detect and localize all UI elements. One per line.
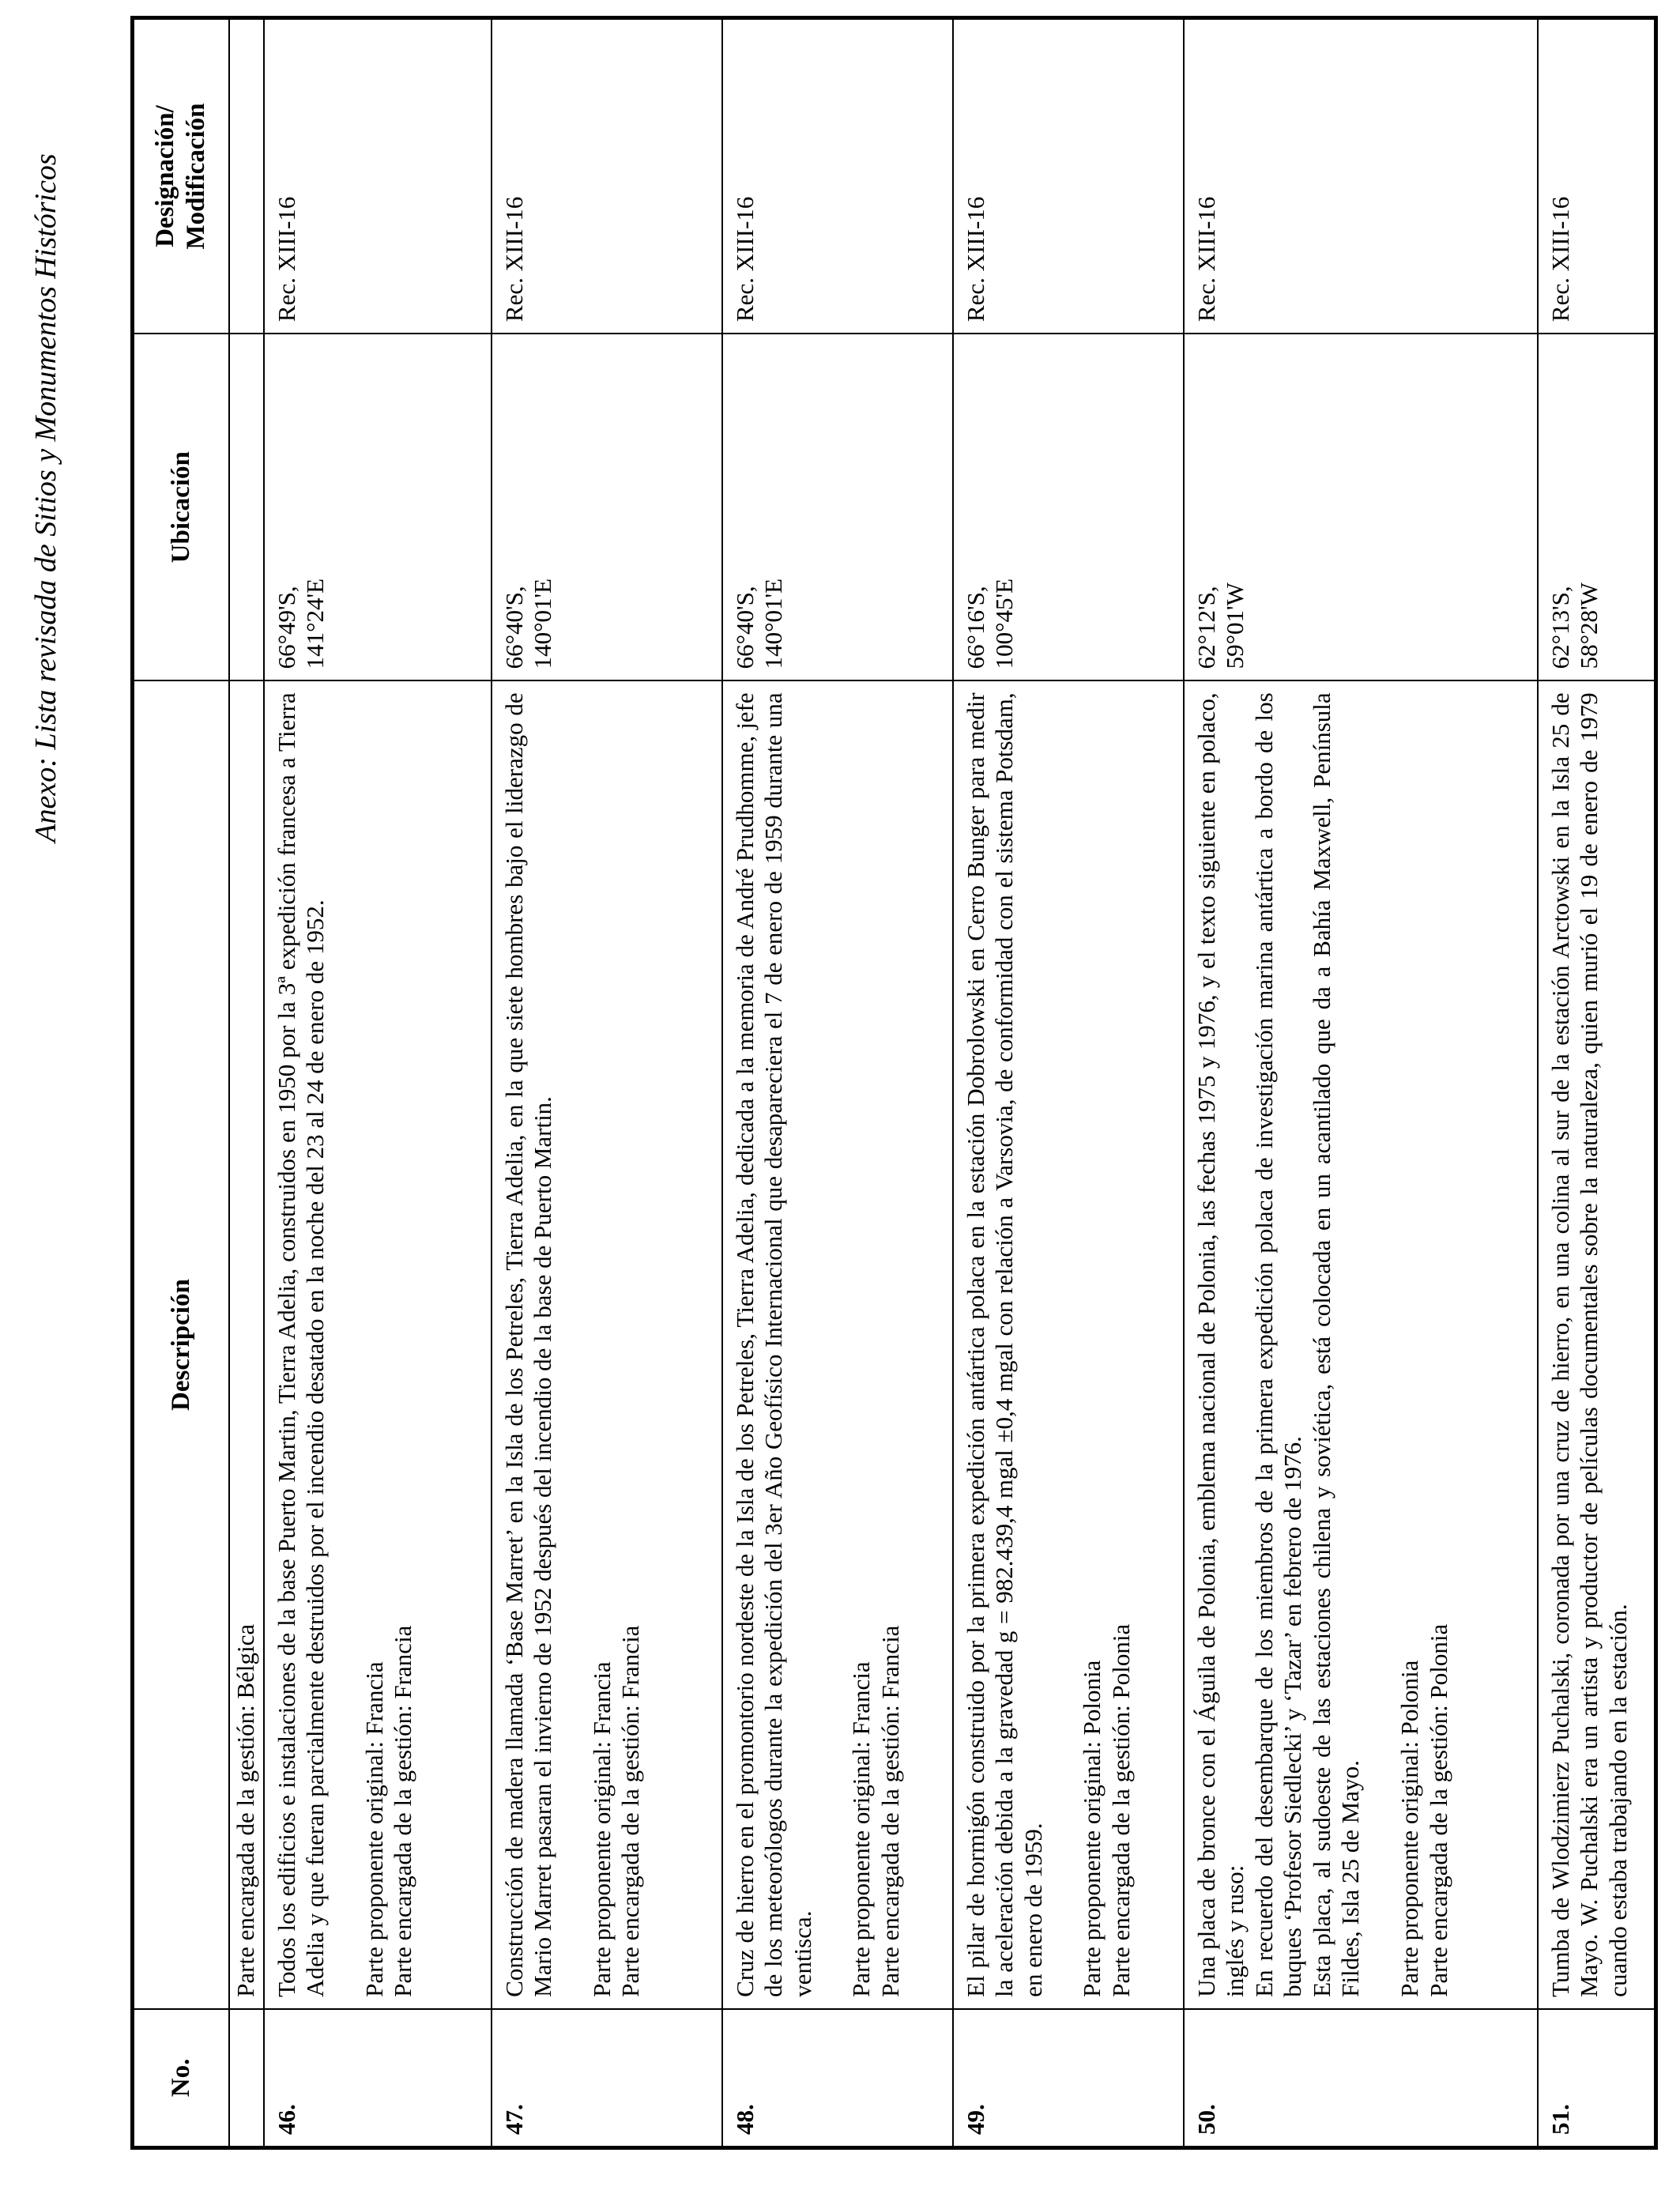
location-longitude: 140°01'E: [529, 578, 557, 669]
original-proponent: Parte proponente original: Polonia: [1395, 1660, 1423, 1997]
row-description: [264, 680, 492, 2008]
row-location: [492, 334, 722, 680]
description-paragraph: El pilar de hormigón construido por la primera expedición antártica polaca en la estación Dobrolowski en Cerro Bunger para medir la aceleración debida a la gravedad g = 982.439,4 mgal ±0,4 mgal con relación a Varsovia, de conformidad con el sistema Potsdam, en enero de 1959.: [961, 692, 1047, 1997]
row-location: [1184, 334, 1538, 680]
continuation-manager: Parte encargada de la gestión: Bélgica: [229, 680, 264, 2008]
location-longitude: 100°45'E: [990, 578, 1019, 669]
managing-party: Parte encargada de la gestión: Polonia: [1424, 1623, 1452, 1997]
row-number: 51.: [1538, 2009, 1656, 2148]
row-description: [722, 680, 953, 2008]
row-location: [264, 334, 492, 680]
row-designation: Rec. XIII-16: [953, 18, 1184, 334]
original-proponent: Parte proponente original: Francia: [847, 1661, 876, 1997]
description-paragraph: Construcción de madera llamada ‘Base Marret’ en la Isla de los Petreles, Tierra Adelia, en la que siete hombres bajo el liderazgo de Mario Marret pasaran el invierno de 1952 después del incendio de la base de Puerto Martin.: [499, 692, 557, 1997]
row-number: 47.: [492, 2009, 722, 2148]
header-designation: Designación/ Modificación: [133, 18, 229, 334]
description-paragraph: Tumba de Wlodzimierz Puchalski, coronada por una cruz de hierro, en una colina al sur de la estación Arctowski en la Isla 25 de Mayo. W. Puchalski era un artista y productor de películas documentales sobre la naturaleza, quien murió el 19 de enero de 1979 cuando estaba trabajando en la estación.: [1546, 692, 1632, 1997]
location-longitude: 58°28'W: [1575, 582, 1603, 669]
row-description: [492, 680, 722, 2008]
row-description: [1538, 680, 1656, 2008]
rotated-page: [130, 16, 1633, 2150]
table-row: [1538, 18, 1656, 2148]
description-paragraph: Esta placa, al sudoeste de las estaciones chilena y soviética, está colocada en un acantilado que da a Bahía Maxwell, Península Fildes, Isla 25 de Mayo.: [1307, 692, 1365, 1997]
party-block: [588, 692, 646, 1996]
row-location: [1538, 334, 1656, 680]
description-paragraph: Una placa de bronce con el Águila de Polonia, emblema nacional de Polonia, las fechas 1975 y 1976, y el texto siguiente en polaco, inglés y ruso:: [1192, 692, 1249, 1997]
original-proponent: Parte proponente original: Polonia: [1078, 1660, 1106, 1997]
row-designation: Rec. XIII-16: [722, 18, 953, 334]
table-row: [492, 18, 722, 2148]
header-location: Ubicación: [133, 334, 229, 680]
original-proponent: Parte proponente original: Francia: [360, 1661, 388, 1997]
location-latitude: 66°40'S,: [730, 586, 759, 669]
location-latitude: 66°16'S,: [961, 586, 989, 669]
table-header-row: [133, 18, 229, 2148]
party-block: [1396, 692, 1453, 1996]
row-description: [953, 680, 1184, 2008]
row-number: 46.: [264, 2009, 492, 2148]
original-proponent: Parte proponente original: Francia: [587, 1661, 616, 1997]
party-block: [1078, 692, 1136, 1996]
location-latitude: 62°12'S,: [1192, 586, 1220, 669]
managing-party: Parte encargada de la gestión: Polonia: [1106, 1623, 1135, 1997]
managing-party: Parte encargada de la gestión: Francia: [389, 1625, 417, 1997]
location-longitude: 59°01'W: [1221, 582, 1249, 669]
location-longitude: 140°01'E: [759, 578, 788, 669]
location-latitude: 66°40'S,: [499, 586, 528, 669]
row-number: 50.: [1184, 2009, 1538, 2148]
running-header-text: Anexo: Lista revisada de Sitios y Monumentos Históricos: [29, 153, 62, 843]
location-longitude: 141°24'E: [301, 578, 330, 669]
continuation-row: [229, 18, 264, 2148]
description-paragraph: En recuerdo del desembarque de los miembros de la primera expedición polaca de investigación marina antártica a bordo de los buques ‘Profesor Siedlecki’ y ‘Tazar’ en febrero de 1976.: [1249, 692, 1307, 1997]
table-row: [1184, 18, 1538, 2148]
row-designation: Rec. XIII-16: [264, 18, 492, 334]
row-number: 49.: [953, 2009, 1184, 2148]
party-block: [360, 692, 418, 1996]
table-row: [953, 18, 1184, 2148]
header-no: No.: [133, 2009, 229, 2148]
description-paragraph: Todos los edificios e instalaciones de la base Puerto Martin, Tierra Adelia, construidos en 1950 por la 3ª expedición francesa a Tierra Adelia y que fueran parcialmente destruidos por el incendio desatado en la noche del 23 al 24 de enero de 1952.: [272, 692, 330, 1997]
header-description: Descripción: [133, 680, 229, 2008]
row-designation: Rec. XIII-16: [1538, 18, 1656, 334]
row-designation: Rec. XIII-16: [1184, 18, 1538, 334]
row-description: [1184, 680, 1538, 2008]
party-block: [847, 692, 905, 1996]
description-paragraph: Cruz de hierro en el promontorio nordeste de la Isla de los Petreles, Tierra Adelia, dedicada a la memoria de André Prudhomme, jefe de los meteorólogos durante la expedición del 3er Año Geofísico Internacional que desapareciera el 7 de enero de 1959 durante una ventisca.: [730, 692, 816, 1997]
location-latitude: 62°13'S,: [1546, 586, 1574, 669]
table-row: [264, 18, 492, 2148]
managing-party: Parte encargada de la gestión: Francia: [616, 1625, 645, 1997]
location-latitude: 66°49'S,: [272, 586, 300, 669]
table-row: [722, 18, 953, 2148]
historic-sites-table: [130, 16, 1658, 2150]
row-number: 48.: [722, 2009, 953, 2148]
managing-party: Parte encargada de la gestión: Francia: [876, 1625, 904, 1997]
row-location: [722, 334, 953, 680]
running-header: [6, 24, 85, 972]
row-designation: Rec. XIII-16: [492, 18, 722, 334]
row-location: [953, 334, 1184, 680]
